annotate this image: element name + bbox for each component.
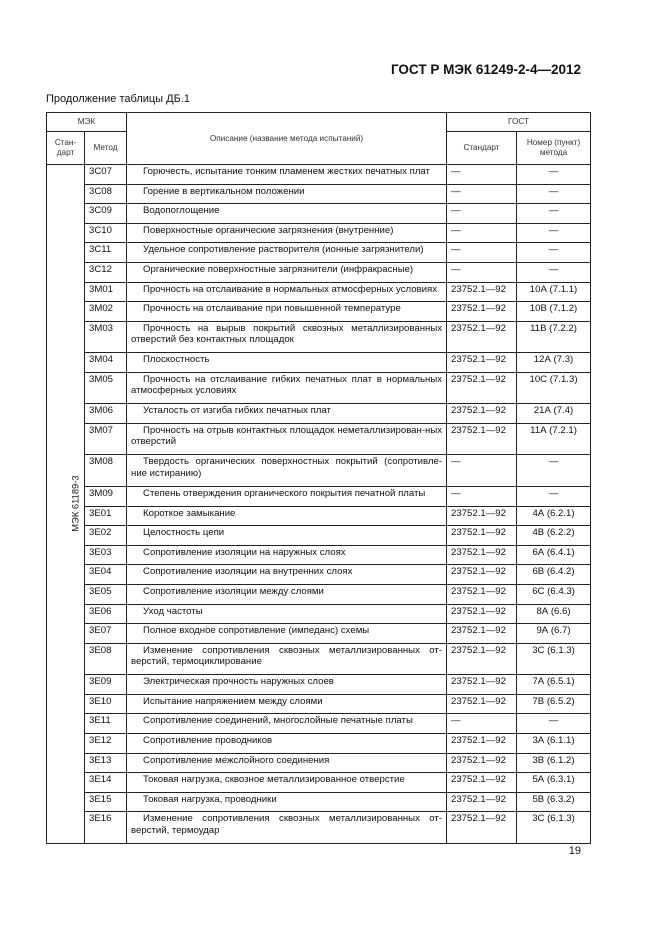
gost-method-number: 5А (6.3.1)	[517, 773, 591, 793]
gost-standard: 23752.1—92	[447, 506, 517, 526]
method-description: Плоскостность	[127, 353, 447, 373]
method-code: 3Е10	[85, 694, 127, 714]
gost-method-number: 4В (6.2.2)	[517, 526, 591, 546]
method-description: Твердость органических поверхностных покрытий (сопротивле-ние истиранию)	[127, 455, 447, 487]
method-code: 3М01	[85, 282, 127, 302]
gost-method-number: 6А (6.4.1)	[517, 545, 591, 565]
method-description: Горючесть, испытание тонким пламенем жестких печатных плат	[127, 165, 447, 185]
table-row	[47, 604, 591, 624]
standard-cell	[47, 165, 85, 844]
gost-standard: —	[447, 204, 517, 224]
gost-standard: 23752.1—92	[447, 404, 517, 424]
gost-method-number: 12А (7.3)	[517, 353, 591, 373]
gost-method-number: 11А (7.2.1)	[517, 423, 591, 455]
gost-standard: 23752.1—92	[447, 694, 517, 714]
standard-label: МЭК 61189-3	[69, 475, 81, 532]
table-row	[47, 262, 591, 282]
table-row	[47, 282, 591, 302]
gost-method-number: 3С (6.1.3)	[517, 812, 591, 844]
method-code: 3Е05	[85, 584, 127, 604]
iec-gost-table	[46, 112, 591, 844]
method-description: Сопротивление изоляции на наружных слоях	[127, 545, 447, 565]
table-row	[47, 243, 591, 263]
method-code: 3С08	[85, 184, 127, 204]
gost-method-number: 7А (6.5.1)	[517, 675, 591, 695]
gost-standard: 23752.1—92	[447, 792, 517, 812]
method-code: 3М07	[85, 423, 127, 455]
method-description: Водопоглощение	[127, 204, 447, 224]
method-code: 3М05	[85, 372, 127, 404]
method-code: 3Е09	[85, 675, 127, 695]
method-code: 3С11	[85, 243, 127, 263]
method-code: 3Е11	[85, 714, 127, 734]
method-description: Прочность на отрыв контактных площадок неметаллизирован-ных отверстий	[127, 423, 447, 455]
gost-standard: 23752.1—92	[447, 604, 517, 624]
method-code: 3С09	[85, 204, 127, 224]
gost-standard: 23752.1—92	[447, 526, 517, 546]
method-code: 3М02	[85, 302, 127, 322]
method-code: 3Е08	[85, 643, 127, 675]
method-description: Полное входное сопротивление (импеданс) схемы	[127, 624, 447, 644]
method-code: 3Е04	[85, 565, 127, 585]
table-row	[47, 321, 591, 353]
table-row	[47, 792, 591, 812]
method-description: Сопротивление соединений, многослойные печатные платы	[127, 714, 447, 734]
gost-method-number: —	[517, 165, 591, 185]
gost-standard: 23752.1—92	[447, 773, 517, 793]
gost-standard: 23752.1—92	[447, 565, 517, 585]
method-code: 3М04	[85, 353, 127, 373]
gost-method-number: 5В (6.3.2)	[517, 792, 591, 812]
header-gost: ГОСТ	[447, 113, 591, 132]
gost-standard: 23752.1—92	[447, 753, 517, 773]
gost-method-number: 10А (7.1.1)	[517, 282, 591, 302]
table-row	[47, 812, 591, 844]
gost-method-number: —	[517, 204, 591, 224]
table-row	[47, 455, 591, 487]
method-description: Изменение сопротивления сквозных металлизированных от-верстий, термоциклирование	[127, 643, 447, 675]
table-row	[47, 372, 591, 404]
gost-standard: —	[447, 262, 517, 282]
gost-standard: —	[447, 243, 517, 263]
method-code: 3М09	[85, 486, 127, 506]
method-description: Изменение сопротивления сквозных металлизированных от-верстий, термоудар	[127, 812, 447, 844]
method-description: Испытание напряжением между слоями	[127, 694, 447, 714]
method-code: 3М08	[85, 455, 127, 487]
gost-standard: —	[447, 165, 517, 185]
gost-method-number: 4А (6.2.1)	[517, 506, 591, 526]
gost-standard: 23752.1—92	[447, 584, 517, 604]
header-method: Метод	[85, 132, 127, 165]
gost-method-number: —	[517, 486, 591, 506]
method-code: 3Е06	[85, 604, 127, 624]
table-row	[47, 223, 591, 243]
method-code: 3Е14	[85, 773, 127, 793]
method-code: 3Е15	[85, 792, 127, 812]
gost-method-number: —	[517, 243, 591, 263]
method-description: Сопротивление проводников	[127, 733, 447, 753]
gost-method-number: 10В (7.1.2)	[517, 302, 591, 322]
method-code: 3М03	[85, 321, 127, 353]
gost-standard: 23752.1—92	[447, 675, 517, 695]
table-row	[47, 584, 591, 604]
document-code: ГОСТ Р МЭК 61249-2-4—2012	[390, 62, 581, 77]
table-row	[47, 753, 591, 773]
table-row	[47, 714, 591, 734]
gost-method-number: 3С (6.1.3)	[517, 643, 591, 675]
table-row	[47, 353, 591, 373]
table-row	[47, 694, 591, 714]
table-row	[47, 624, 591, 644]
method-code: 3Е13	[85, 753, 127, 773]
table-row	[47, 733, 591, 753]
method-description: Уход частоты	[127, 604, 447, 624]
table-row	[47, 506, 591, 526]
gost-standard: 23752.1—92	[447, 643, 517, 675]
method-description: Прочность на вырыв покрытий сквозных металлизированных отверстий без контактных площадок	[127, 321, 447, 353]
header-gost-standard: Стандарт	[447, 132, 517, 165]
gost-standard: —	[447, 455, 517, 487]
method-description: Короткое замыкание	[127, 506, 447, 526]
table-row	[47, 675, 591, 695]
table-row	[47, 643, 591, 675]
gost-method-number: —	[517, 184, 591, 204]
method-description: Усталость от изгиба гибких печатных плат	[127, 404, 447, 424]
method-code: 3Е07	[85, 624, 127, 644]
header-iec: МЭК	[47, 113, 127, 132]
gost-method-number: 3В (6.1.2)	[517, 753, 591, 773]
gost-standard: 23752.1—92	[447, 733, 517, 753]
method-code: 3Е02	[85, 526, 127, 546]
header-gost-number: Номер (пункт) метода	[517, 132, 591, 165]
header-description: Описание (название метода испытаний)	[127, 113, 447, 165]
header-standard: Стан-дарт	[47, 132, 85, 165]
method-code: 3С10	[85, 223, 127, 243]
method-code: 3С12	[85, 262, 127, 282]
gost-method-number: —	[517, 455, 591, 487]
table-row	[47, 302, 591, 322]
method-description: Сопротивление межслойного соединения	[127, 753, 447, 773]
method-description: Прочность на отслаивание гибких печатных плат в нормальных атмосферных условиях	[127, 372, 447, 404]
method-description: Органические поверхностные загрязнители (инфракрасные)	[127, 262, 447, 282]
table-row	[47, 165, 591, 185]
table-row	[47, 565, 591, 585]
method-description: Электрическая прочность наружных слоев	[127, 675, 447, 695]
gost-method-number: —	[517, 262, 591, 282]
gost-standard: 23752.1—92	[447, 282, 517, 302]
gost-method-number: —	[517, 223, 591, 243]
method-description: Удельное сопротивление растворителя (ионные загрязнители)	[127, 243, 447, 263]
table-row	[47, 486, 591, 506]
table-caption: Продолжение таблицы ДБ.1	[46, 93, 190, 105]
table-row	[47, 423, 591, 455]
gost-method-number: —	[517, 714, 591, 734]
gost-standard: 23752.1—92	[447, 321, 517, 353]
table-row	[47, 184, 591, 204]
gost-standard: —	[447, 714, 517, 734]
method-description: Прочность на отслаивание при повышенной температуре	[127, 302, 447, 322]
gost-method-number: 21А (7.4)	[517, 404, 591, 424]
method-code: 3Е03	[85, 545, 127, 565]
page-number: 19	[568, 845, 581, 857]
gost-method-number: 3А (6.1.1)	[517, 733, 591, 753]
table-row	[47, 526, 591, 546]
method-description: Поверхностные органические загрязнения (внутренние)	[127, 223, 447, 243]
gost-method-number: 11В (7.2.2)	[517, 321, 591, 353]
gost-method-number: 10С (7.1.3)	[517, 372, 591, 404]
gost-standard: 23752.1—92	[447, 812, 517, 844]
gost-standard: —	[447, 223, 517, 243]
method-description: Степень отверждения органического покрытия печатной платы	[127, 486, 447, 506]
gost-method-number: 8А (6.6)	[517, 604, 591, 624]
gost-standard: 23752.1—92	[447, 302, 517, 322]
method-description: Прочность на отслаивание в нормальных атмосферных условиях	[127, 282, 447, 302]
gost-standard: 23752.1—92	[447, 353, 517, 373]
gost-method-number: 9А (6.7)	[517, 624, 591, 644]
method-code: 3Е01	[85, 506, 127, 526]
gost-standard: 23752.1—92	[447, 545, 517, 565]
gost-standard: 23752.1—92	[447, 372, 517, 404]
gost-method-number: 6В (6.4.2)	[517, 565, 591, 585]
method-code: 3Е16	[85, 812, 127, 844]
gost-method-number: 7В (6.5.2)	[517, 694, 591, 714]
method-description: Сопротивление изоляции между слоями	[127, 584, 447, 604]
table-row	[47, 545, 591, 565]
gost-standard: —	[447, 184, 517, 204]
method-description: Горение в вертикальном положении	[127, 184, 447, 204]
method-description: Целостность цепи	[127, 526, 447, 546]
gost-standard: 23752.1—92	[447, 423, 517, 455]
method-code: 3Е12	[85, 733, 127, 753]
method-description: Токовая нагрузка, проводники	[127, 792, 447, 812]
table-row	[47, 773, 591, 793]
table-body	[47, 165, 591, 844]
gost-standard: —	[447, 486, 517, 506]
gost-method-number: 6С (6.4.3)	[517, 584, 591, 604]
method-description: Токовая нагрузка, сквозное металлизированное отверстие	[127, 773, 447, 793]
method-code: 3М06	[85, 404, 127, 424]
table-row	[47, 204, 591, 224]
method-code: 3С07	[85, 165, 127, 185]
gost-standard: 23752.1—92	[447, 624, 517, 644]
method-description: Сопротивление изоляции на внутренних слоях	[127, 565, 447, 585]
table-row	[47, 404, 591, 424]
